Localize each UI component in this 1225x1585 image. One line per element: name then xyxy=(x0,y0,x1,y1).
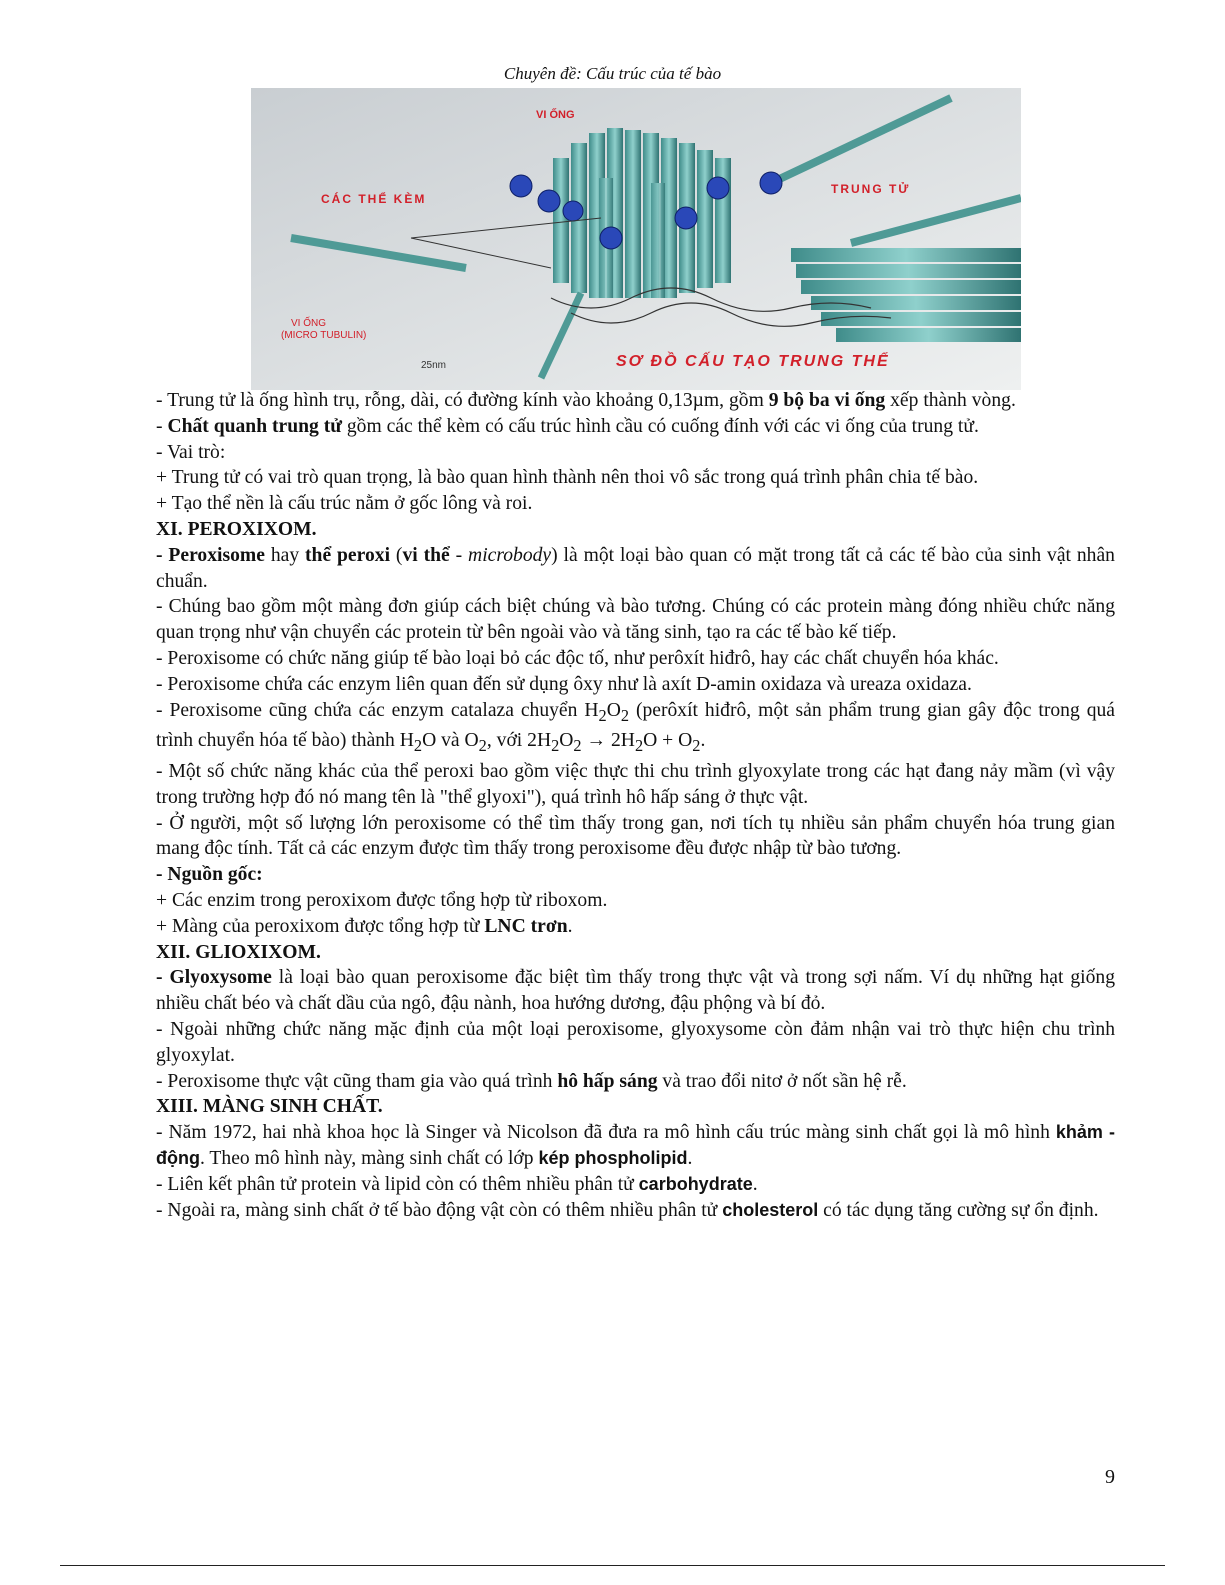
paragraph-cholesterol: - Ngoài ra, màng sinh chất ở tế bào động vật còn có thêm nhiều phân tử cholesterol có tác dụng tăng cường sự ổn định. xyxy=(156,1199,1099,1221)
page-header: Chuyên đề: Cấu trúc của tế bào xyxy=(503,64,722,83)
paragraph-glyoxysome-role: - Ngoài những chức năng mặc định của một loại peroxisome, glyoxysome còn đảm nhận vai trò thực hiện chu trình glyoxylat. xyxy=(156,1018,1115,1066)
paragraph-photorespiration: - Peroxisome thực vật cũng tham gia vào quá trình hô hấp sáng và trao đổi nitơ ở nốt sần hệ rễ. xyxy=(156,1070,907,1092)
page-number: 9 xyxy=(1105,1466,1115,1488)
paragraph-fluid-mosaic: - Năm 1972, hai nhà khoa học là Singer và Nicolson đã đưa ra mô hình cấu trúc màng sinh chất gọi là mô hình khảm - động. Theo mô hình này, màng sinh chất có lớp kép phospholipid. xyxy=(156,1122,1115,1169)
paragraph-membrane: - Chúng bao gồm một màng đơn giúp cách biệt chúng và bào tương. Chúng có các protein màng đóng nhiều chức năng quan trọng như vận chuyển các protein từ bên ngoài vào và tăng sinh, tạo ra các tế bào kế tiếp. xyxy=(156,596,1115,644)
footer-divider xyxy=(60,1565,1165,1566)
paragraph-origin-1: + Các enzim trong peroxixom được tổng hợp từ riboxom. xyxy=(156,889,608,911)
paragraph-trung-tu: - Trung tử là ống hình trụ, rỗng, dài, có đường kính vào khoảng 0,13µm, gồm 9 bộ ba vi ống xếp thành vòng. xyxy=(156,390,1016,411)
paragraph-nguon-goc: - Nguồn gốc: xyxy=(156,864,263,886)
paragraph-enzymes: - Peroxisome chứa các enzym liên quan đến sử dụng ôxy như là axít D-amin oxidaza và ureaza oxidaza. xyxy=(156,673,972,695)
paragraph-liver: - Ở người, một số lượng lớn peroxisome có thể tìm thấy trong gan, nơi tích tụ nhiều sản phẩm chuyển hóa trung gian mang độc tính. Tất cả các enzym được tìm thấy trong peroxisome đều được nhập từ bào tương. xyxy=(156,812,1115,860)
label-vi-ong-top: VI ỐNG xyxy=(536,109,575,121)
label-trung-tu: TRUNG TỬ xyxy=(831,182,911,196)
document-body xyxy=(156,388,1115,1223)
paragraph-role-1: + Trung tử có vai trò quan trọng, là bào quan hình thành nên thoi vô sắc trong quá trình phân chia tế bào. xyxy=(156,467,979,489)
label-micro-tubulin: (MICRO TUBULIN) xyxy=(281,330,367,341)
label-vi-ong-micro: VI ỐNG xyxy=(291,318,327,329)
label-cac-the-kem: CÁC THỂ KÈM xyxy=(321,192,427,206)
paragraph-role-2: + Tạo thể nền là cấu trúc nằm ở gốc lông và roi. xyxy=(156,493,533,515)
paragraph-glyoxysome-def: - Glyoxysome là loại bào quan peroxisome đặc biệt tìm thấy trong thực vật và trong sợi nấm. Ví dụ những hạt giống nhiều chất béo và chất dầu của ngô, đậu nành, hoa hướng dương, đậu phộng và bí đỏ. xyxy=(156,967,1115,1015)
heading-peroxixom: XI. PEROXIXOM. xyxy=(156,518,317,540)
paragraph-origin-2: + Màng của peroxixom được tổng hợp từ LNC trơn. xyxy=(156,915,573,937)
label-scale: 25nm xyxy=(421,360,447,371)
centrosome-diagram xyxy=(251,88,1021,390)
paragraph-peroxisome-def: - Peroxisome hay thể peroxi (vi thể - microbody) là một loại bào quan có mặt trong tất cả các tế bào của sinh vật nhân chuẩn. xyxy=(156,544,1115,592)
paragraph-toxins: - Peroxisome có chức năng giúp tế bào loại bỏ các độc tố, như perôxít hiđrô, hay các chất chuyển hóa khác. xyxy=(156,647,999,669)
paragraph-carbohydrate: - Liên kết phân tử protein và lipid còn có thêm nhiều phân tử carbohydrate. xyxy=(156,1173,758,1195)
paragraph-glyoxylate: - Một số chức năng khác của thể peroxi bao gồm việc thực thi chu trình glyoxylate trong các hạt đang nảy mầm (vì vậy trong trường hợp đó nó mang tên là "thể glyoxi"), quá trình hô hấp sáng ở thực vật. xyxy=(156,760,1115,808)
paragraph-chat-quanh: - Chất quanh trung tử gồm các thể kèm có cấu trúc hình cầu có cuống đính với các vi ống của trung tử. xyxy=(156,415,979,437)
heading-glioxixom: XII. GLIOXIXOM. xyxy=(156,941,321,963)
heading-mang-sinh-chat: XIII. MÀNG SINH CHẤT. xyxy=(156,1096,383,1118)
paragraph-catalase: - Peroxisome cũng chứa các enzym catalaza chuyển $H_2O_2$ (perôxít hiđrô, một sản phẩm trung gian gây độc trong quá trình chuyển hóa tế bào) thành $H_2O$ và $O_2$, với $2H_2O_2 \to 2H_2O + O_2$. xyxy=(156,699,1115,756)
diagram-caption: SƠ ĐỒ CẤU TẠO TRUNG THỂ xyxy=(616,353,890,370)
paragraph-vai-tro: - Vai trò: xyxy=(156,441,226,463)
